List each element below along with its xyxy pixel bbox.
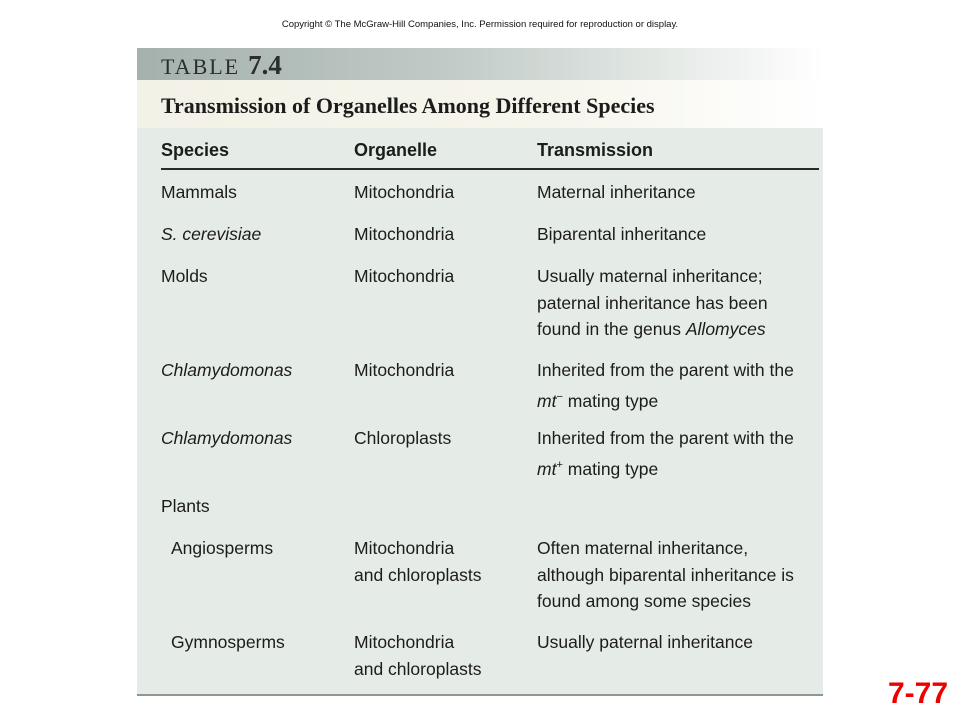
header-rule [161, 168, 819, 170]
table-label-word: TABLE [161, 54, 241, 79]
mating-type-suffix-plus: mating type [562, 458, 659, 479]
copyright-notice: Copyright © The McGraw-Hill Companies, Inc. Permission required for reproduction or display. [281, 19, 679, 30]
row-gymnosperms-organelle-line-1: Mitochondria [354, 632, 455, 652]
row-chlamydomonas-mito-transmission-line-2 [537, 384, 658, 414]
slide-number: 7-77 [887, 677, 948, 710]
mating-sign-minus: − [556, 390, 563, 403]
row-angiosperms-organelle-line-1: Mitochondria [354, 538, 455, 558]
row-molds-transmission-line-1: Usually maternal inheritance; [537, 266, 763, 286]
row-gymnosperms-organelle-line-2: and chloroplasts [354, 658, 482, 679]
row-angiosperms-transmission-line-1: Often maternal inheritance, [537, 538, 749, 558]
row-mammals-organelle: Mitochondria [354, 182, 455, 202]
row-molds-organelle: Mitochondria [354, 266, 455, 286]
row-gymnosperms-transmission: Usually paternal inheritance [537, 632, 753, 652]
table-label-number: 7.4 [248, 50, 282, 80]
row-chlamydomonas-mito-transmission-line-1: Inherited from the parent with the [537, 360, 794, 380]
mating-type-suffix-minus: mating type [562, 390, 659, 411]
row-molds-transmission-line-2: paternal inheritance has been [537, 292, 768, 313]
row-s-cerevisiae-organelle: Mitochondria [354, 224, 455, 244]
header-transmission: Transmission [537, 140, 654, 160]
mating-type-mt-plus: mt [537, 458, 557, 479]
row-s-cerevisiae-species: S. cerevisiae [161, 224, 262, 244]
table-title-band [137, 80, 823, 128]
row-molds-species: Molds [161, 266, 208, 286]
header-organelle: Organelle [354, 140, 438, 160]
row-chlamydomonas-chloro-species: Chlamydomonas [161, 428, 293, 448]
mating-type-mt-minus: mt [537, 390, 557, 411]
row-molds-transmission-line-3 [537, 316, 766, 343]
row-mammals-transmission: Maternal inheritance [537, 182, 696, 202]
row-angiosperms-transmission-line-2: although biparental inheritance is [537, 564, 794, 585]
row-gymnosperms-species: Gymnosperms [171, 632, 285, 652]
row-mammals-species: Mammals [161, 182, 237, 202]
table-title: Transmission of Organelles Among Different Species [161, 93, 655, 118]
row-angiosperms-organelle-line-2: and chloroplasts [354, 564, 482, 585]
row-molds-transmission-genus: Allomyces [685, 319, 766, 339]
row-angiosperms-species: Angiosperms [171, 538, 274, 558]
row-chlamydomonas-mito-species: Chlamydomonas [161, 360, 293, 380]
row-plants-species: Plants [161, 496, 210, 516]
row-chlamydomonas-mito-organelle: Mitochondria [354, 360, 455, 380]
row-molds-transmission-text: found in the genus [537, 319, 686, 339]
row-s-cerevisiae-transmission: Biparental inheritance [537, 224, 707, 244]
header-species: Species [161, 140, 230, 160]
table-label-band [137, 48, 823, 80]
row-chlamydomonas-chloro-organelle: Chloroplasts [354, 428, 452, 448]
table-label [161, 50, 282, 81]
row-angiosperms-transmission-line-3: found among some species [537, 591, 752, 611]
row-chlamydomonas-chloro-transmission-line-2 [537, 452, 658, 482]
row-chlamydomonas-chloro-transmission-line-1: Inherited from the parent with the [537, 428, 794, 448]
mating-sign-plus: + [556, 458, 563, 471]
organelle-transmission-table [137, 48, 823, 696]
